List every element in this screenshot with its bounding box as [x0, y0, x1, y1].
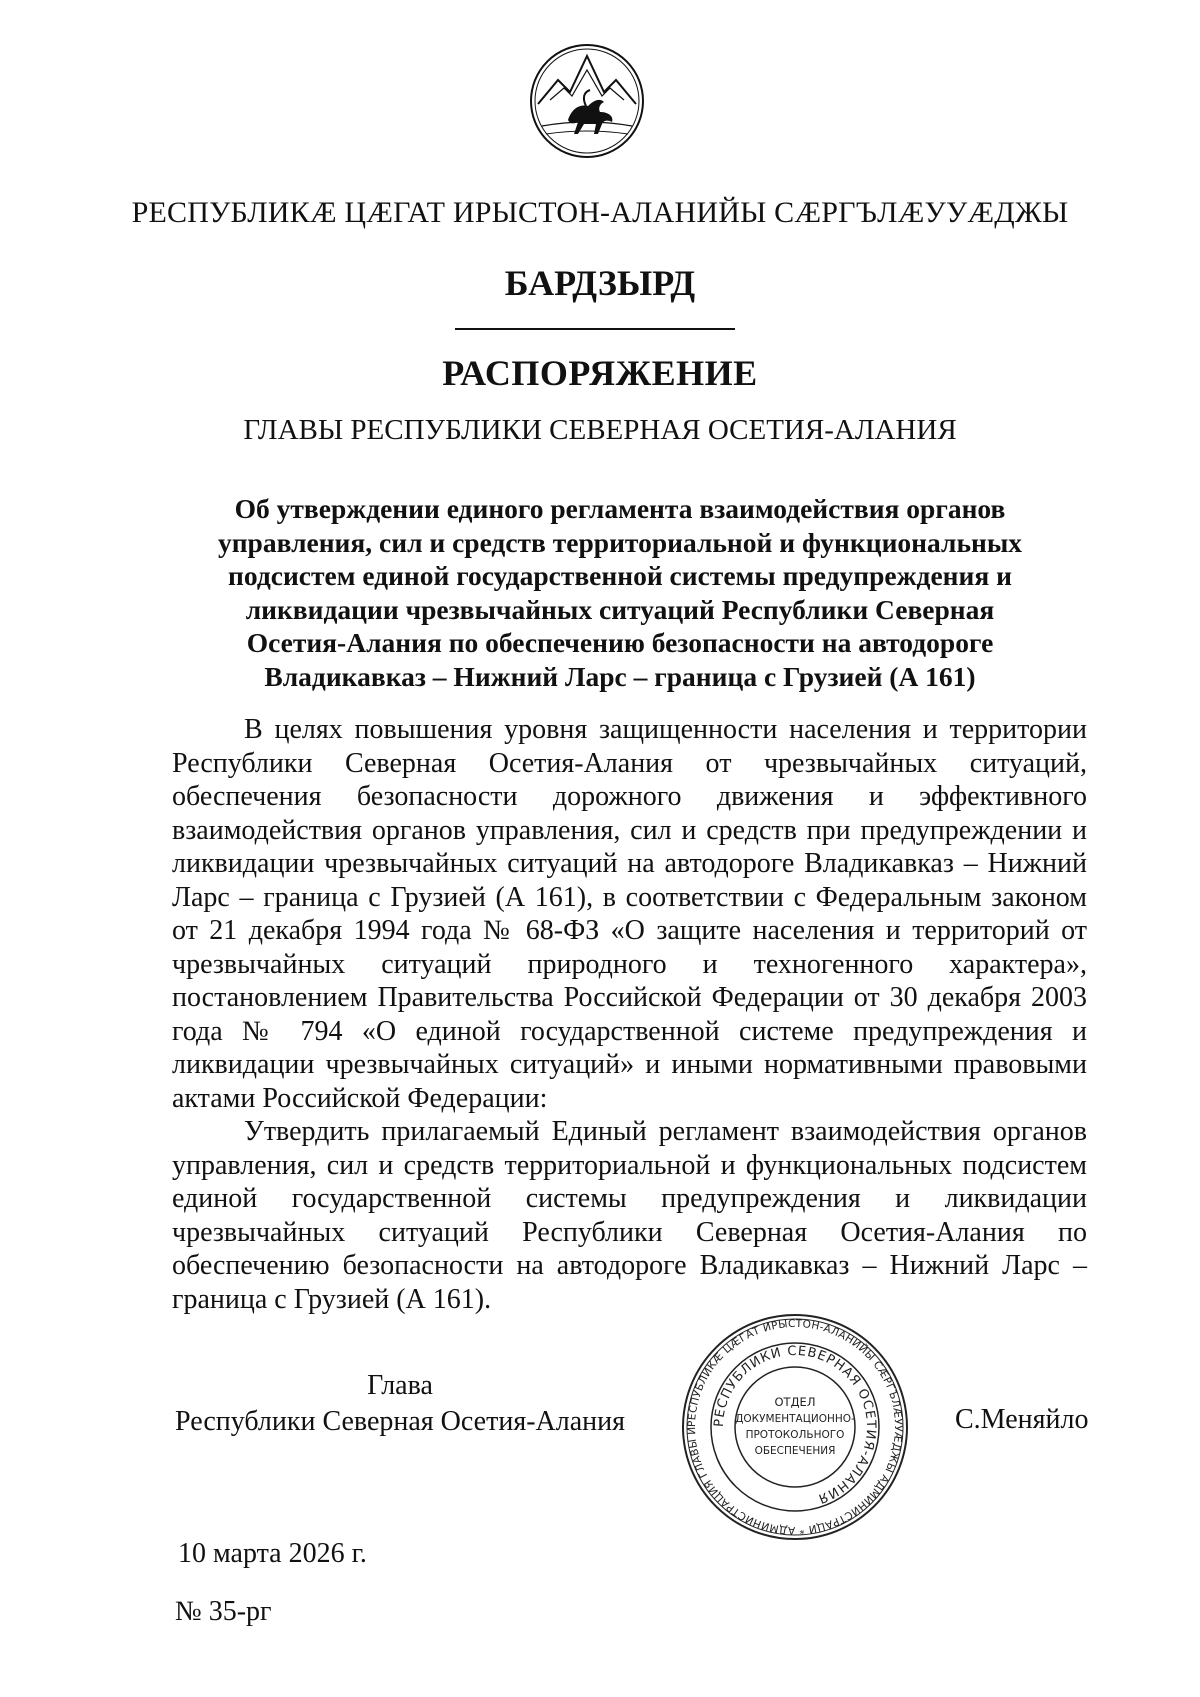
- subject-line: Осетия-Алания по обеспечению безопасности на автодороге: [246, 627, 994, 658]
- seal-center-text: ДОКУМЕНТАЦИОННО-: [735, 1413, 855, 1425]
- seal-outer-ring-text: РЕСПУБЛИКӔ ЦӔГАТ ИРЫСТОН-АЛАНИЙЫ СӔРГЪЛӔУУӔДЖЫ АДМИНИСТРАЦИ * АДМИНИСТРАЦИЯ ГЛАВЫ И: [685, 1317, 905, 1537]
- signatory-name: С.Меняйло: [955, 1404, 1089, 1435]
- document-number: № 35-рг: [175, 1596, 272, 1627]
- document-subject: [200, 492, 1040, 693]
- body-paragraph-preamble: В целях повышения уровня защищенности населения и территории Республики Северная Осетия-Алания от чрезвычайных ситуаций, обеспечения безопасности дорожного движения и эффективного взаимодействия органов управления, сил и средств при предупреждении и ликвидации чрезвычайных ситуаций на автодороге Владикавказ – Нижний Ларс – граница с Грузией (А 161), в соответствии с Федеральным законом от 21 декабря 1994 года № 68-ФЗ «О защите населения и территорий от чрезвычайных ситуаций природного и техногенного характера», постановлением Правительства Российской Федерации от 30 декабря 2003 года № 794 «О единой государственной системе предупреждения и ликвидации чрезвычайных ситуаций» и иными нормативными правовыми актами Российской Федерации:: [172, 714, 1087, 1114]
- subject-line: Владикавказ – Нижний Ларс – граница с Грузией (А 161): [264, 660, 976, 692]
- coat-of-arms-emblem-icon: [528, 42, 646, 160]
- subject-line: Об утверждении единого регламента взаимодействия органов: [234, 493, 1006, 524]
- document-date: 10 марта 2026 г.: [178, 1538, 367, 1569]
- official-seal-stamp: [680, 1312, 910, 1542]
- body-paragraph-resolution: Утвердить прилагаемый Единый регламент взаимодействия органов управления, сил и средств территориальной и функциональных подсистем единой государственной системы предупреждения и ликвидации чрезвычайных ситуаций Республики Северная Осетия-Алания по обеспечению безопасности на автодороге Владикавказ – Нижний Ларс – граница с Грузией (А 161).: [172, 1116, 1087, 1315]
- signatory-position-line: Республики Северная Осетия-Алания: [175, 1406, 625, 1437]
- document-subtitle: ГЛАВЫ РЕСПУБЛИКИ СЕВЕРНАЯ ОСЕТИЯ-АЛАНИЯ: [243, 414, 957, 446]
- signatory-position: [175, 1368, 625, 1440]
- subject-line: управления, сил и средств территориальной и функциональных: [217, 526, 1023, 558]
- subject-line: подсистем единой государственной системы предупреждения и: [228, 560, 1012, 591]
- subject-line: ликвидации чрезвычайных ситуаций Республики Северная: [245, 593, 995, 625]
- seal-center-text: ОБЕСПЕЧЕНИЯ: [754, 1445, 836, 1457]
- seal-center-text: ОТДЕЛ: [774, 1395, 816, 1409]
- seal-center-text: ПРОТОКОЛЬНОГО: [745, 1429, 845, 1441]
- document-body: [172, 713, 1087, 1316]
- title-divider: [455, 328, 735, 330]
- document-title-russian: РАСПОРЯЖЕНИЕ: [442, 353, 758, 393]
- parliament-header: РЕСПУБЛИКӔ ЦӔГАТ ИРЫСТОН-АЛАНИЙЫ СӔРГЪЛӔУУӔДЖЫ: [131, 196, 1069, 229]
- document-title-ossetian: БАРДЗЫРД: [504, 263, 696, 303]
- signatory-position-line: Глава: [367, 1370, 433, 1401]
- seal-inner-ring-text: РЕСПУБЛИКИ СЕВЕРНАЯ ОСЕТИЯ-АЛАНИЯ: [711, 1343, 879, 1507]
